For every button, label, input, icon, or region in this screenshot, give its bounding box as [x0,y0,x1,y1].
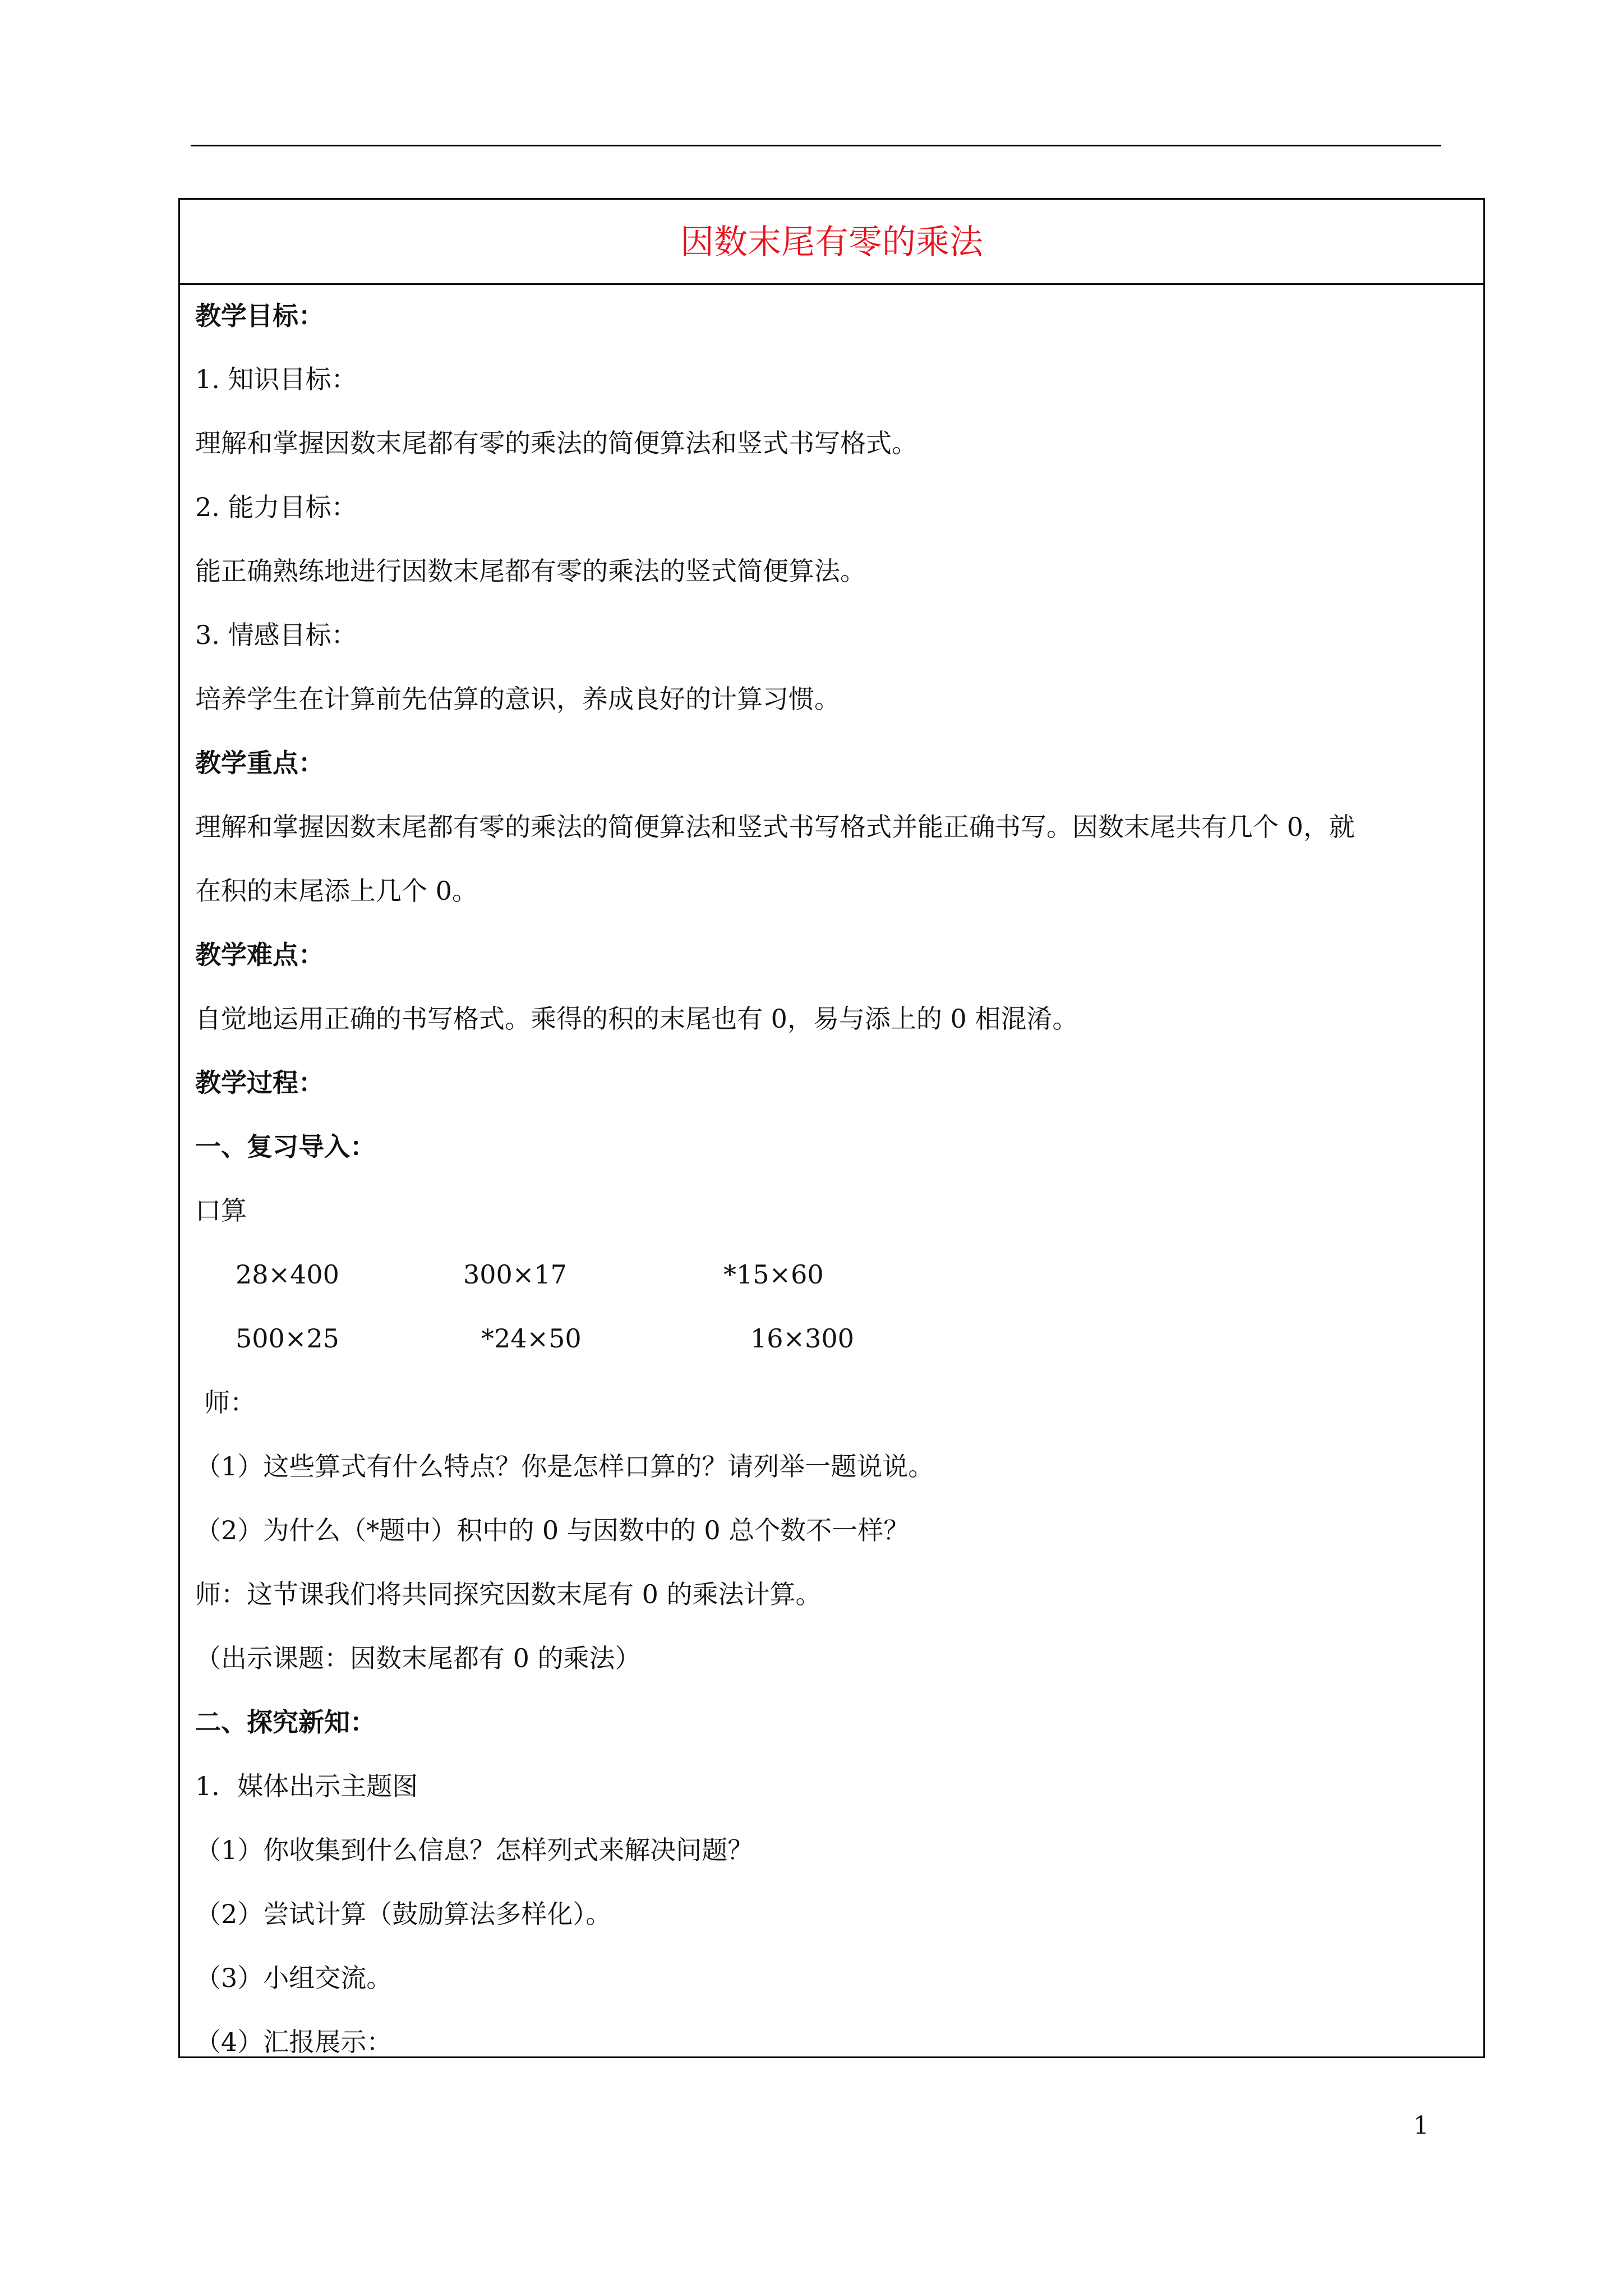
process-heading: 教学过程： [195,1068,324,1098]
difficult-points-heading: 教学难点： [195,940,324,970]
goal3-label: 3. 情感目标： [195,620,357,650]
question-1: （1）这些算式有什么特点？你是怎样口算的？请列举一题说说。 [195,1451,934,1481]
step-4: （4）汇报展示： [195,2027,393,2057]
oral-expression: 300×17 [463,1259,567,1290]
goal3-text: 培养学生在计算前先估算的意识，养成良好的计算习惯。 [195,684,840,714]
teacher-line: 师：这节课我们将共同探究因数末尾有 0 的乘法计算。 [195,1579,822,1609]
step-2: （2）尝试计算（鼓励算法多样化）。 [195,1899,612,1929]
oral-expression: *24×50 [481,1323,582,1354]
oral-expression: *15×60 [723,1259,824,1290]
oral-expression: 500×25 [236,1323,339,1354]
goal1-text: 理解和掌握因数末尾都有零的乘法的简便算法和竖式书写格式。 [195,428,917,458]
document-title: 因数末尾有零的乘法 [180,200,1483,285]
step-1: （1）你收集到什么信息？怎样列式来解决问题？ [195,1835,754,1865]
step-3: （3）小组交流。 [195,1963,393,1993]
media-step: 1．媒体出示主题图 [195,1771,418,1801]
teacher-label: 师： [204,1387,256,1418]
goal2-text: 能正确熟练地进行因数末尾都有零的乘法的竖式简便算法。 [195,556,866,586]
goals-heading: 教学目标： [195,301,324,331]
question-2: （2）为什么（*题中）积中的 0 与因数中的 0 总个数不一样？ [195,1515,910,1545]
key-points-heading: 教学重点： [195,748,324,778]
key-points-text-2: 在积的末尾添上几个 0。 [195,876,478,906]
show-topic: （出示课题：因数末尾都有 0 的乘法） [195,1643,641,1673]
oral-expression: 16×300 [750,1323,854,1354]
goal1-label: 1. 知识目标： [195,364,357,394]
page-number: 1 [1413,2111,1429,2140]
review-heading: 一、复习导入： [195,1131,376,1162]
header-rule [191,145,1441,146]
oral-expression: 28×400 [236,1259,339,1290]
goal2-label: 2. 能力目标： [195,492,357,522]
oral-calc-label: 口算 [195,1195,247,1226]
difficult-points-text: 自觉地运用正确的书写格式。乘得的积的末尾也有 0，易与添上的 0 相混淆。 [195,1004,1078,1034]
explore-heading: 二、探究新知： [195,1707,376,1737]
key-points-text-1: 理解和掌握因数末尾都有零的乘法的简便算法和竖式书写格式并能正确书写。因数末尾共有几个 0，就 [195,812,1355,842]
